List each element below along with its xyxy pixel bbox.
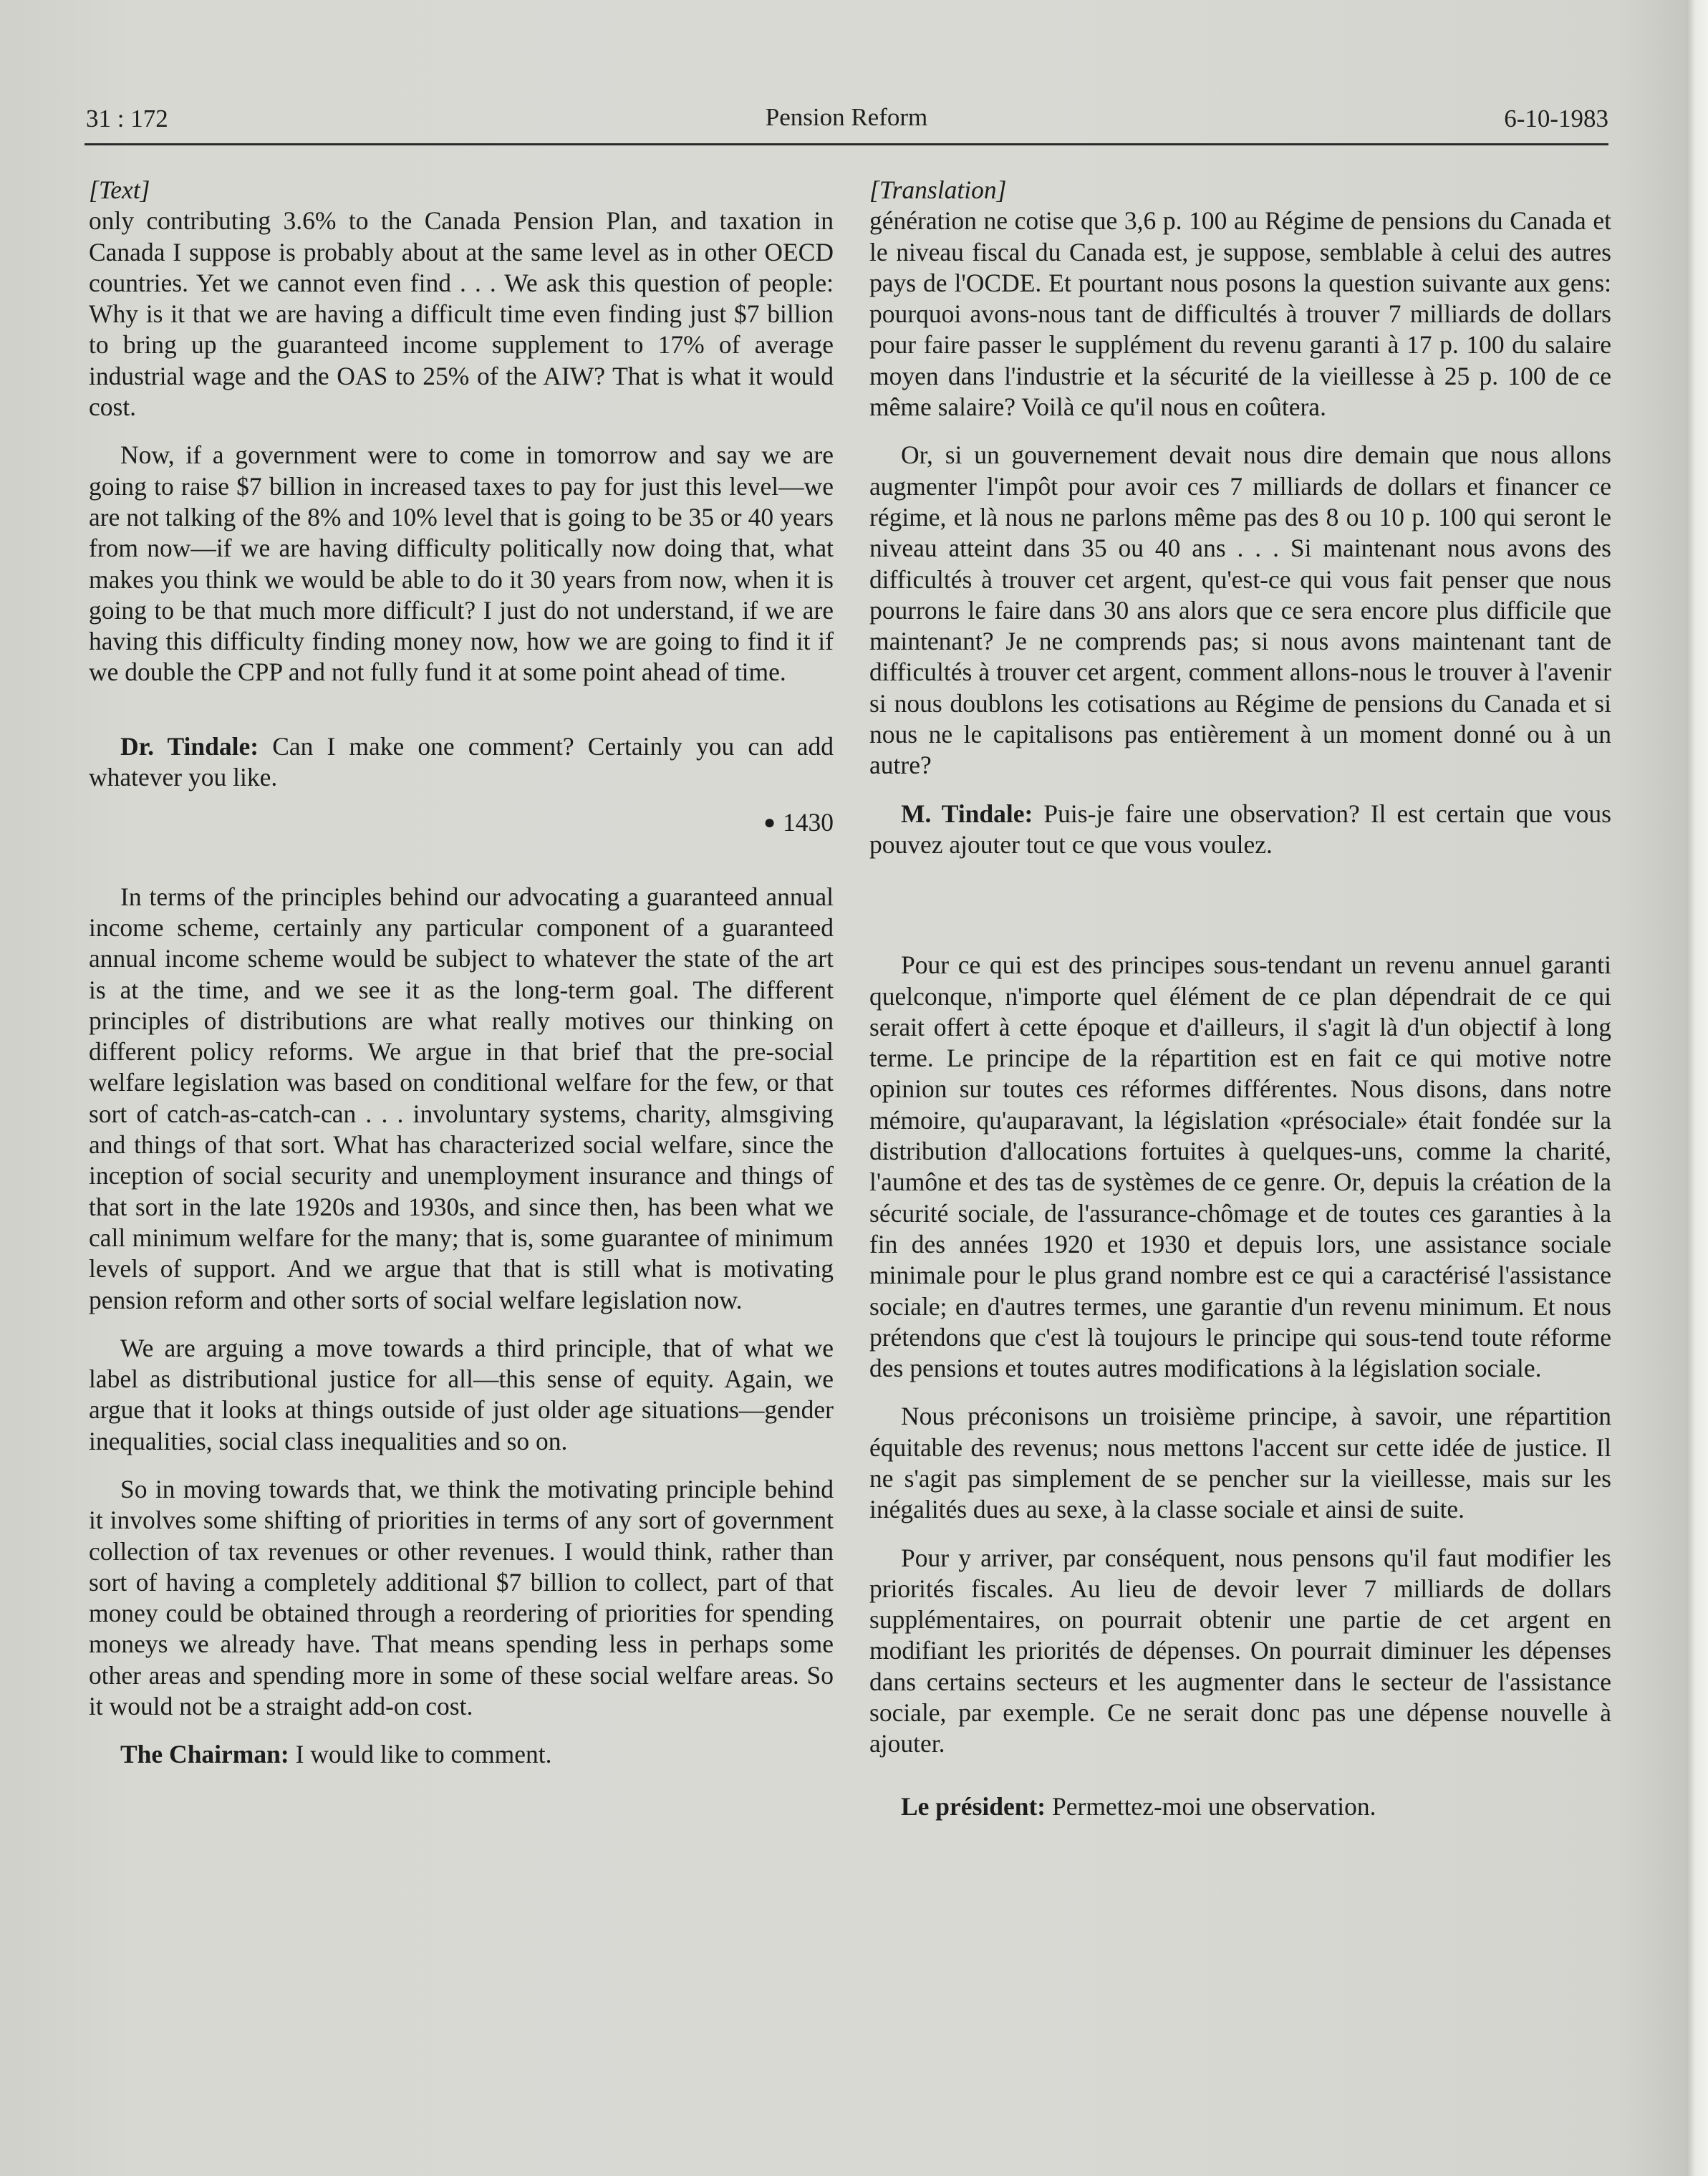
bullet-icon: ● [763, 812, 776, 834]
french-column [869, 175, 1611, 1822]
speaker-text: Can I make one comment? Certainly you can add whatever you like. [89, 731, 834, 792]
speaker-paragraph [89, 1739, 834, 1770]
paragraph: génération ne cotise que 3,6 p. 100 au Régime de pensions du Canada et le niveau fiscal du Canada est, je suppose, semblable à celui des autres pays de l'OCDE. Et pourtant nous posons la question suivante aux gens: pourquoi avons-nous tant de difficultés à trouver 7 milliards de dollars pour faire passer le supplément du revenu garanti à 17 p. 100 du salaire moyen dans l'industrie et la sécurité de la vieillesse à 25 p. 100 de ce même salaire? Voilà ce qu'il nous en coûtera. [869, 206, 1611, 422]
time-marker-value: 1430 [783, 808, 834, 837]
language-label-translation: [Translation] [869, 175, 1007, 204]
speaker-text: I would like to comment. [289, 1740, 552, 1769]
paragraph: Now, if a government were to come in tomorrow and say we are going to raise $7 billion in increased taxes to pay for just this level—we are not talking of the 8% and 10% level that is going to be 35 or 40 years from now—if we are having difficulty politically now doing that, what makes you think we would be able to do it 30 years from now, when it is going to be that much more difficult? I just do not understand, if we are having this difficulty finding money now, how we are going to find it if we double the CPP and not fully fund it at some point ahead of time. [89, 441, 834, 687]
speaker-name: Le président: [901, 1791, 1046, 1821]
paragraph: Pour y arriver, par conséquent, nous pensons qu'il faut modifier les priorités fiscales. Au lieu de devoir lever 7 milliards de dollars supplémentaires, on pourrait obtenir une partie de cet argent en modifiant les priorités de dépenses. On pourrait diminuer les dépenses dans certains secteurs et les augmenter dans le secteur de l'assistance sociale, par exemple. Ce ne serait donc pas une dépense nouvelle à ajouter. [869, 1543, 1611, 1758]
page-edge [1687, 0, 1708, 2176]
paragraph: So in moving towards that, we think the motivating principle behind it involves some shifting of priorities in terms of any sort of government collection of tax revenues or other revenues. I would think, rather than sort of having a completely additional $7 billion to collect, part of that money could be obtained through a reordering of priorities for spending moneys we already have. That means spending less in perhaps some other areas and spending more in some of these social welfare areas. So it would not be a straight add-on cost. [89, 1474, 834, 1721]
speaker-text: Puis-je faire une observation? Il est certain que vous pouvez ajouter tout ce que vous voulez. [869, 799, 1611, 859]
paragraph: Nous préconisons un troisième principe, à savoir, une répartition équitable des revenus; nous mettons l'accent sur cette idée de justice. Il ne s'agit pas simplement de se pencher sur la vieillesse, mais sur les inégalités dues au sexe, à la classe sociale et ainsi de suite. [869, 1402, 1611, 1524]
time-marker [89, 807, 834, 838]
paragraph: only contributing 3.6% to the Canada Pension Plan, and taxation in Canada I suppose is probably about at the same level as in other OECD countries. Yet we cannot even find . . . We ask this question of people: Why is it that we are having a difficult time even finding just $7 billion to bring up the guaranteed income supplement to 17% of average industrial wage and the OAS to 25% of the AIW? That is what it would cost. [89, 206, 834, 422]
paragraph: We are arguing a move towards a third principle, that of what we label as distributional justice for all—this sense of equity. Again, we argue that it looks at things outside of just older age situations—gender inequalities, social class inequalities and so on. [89, 1333, 834, 1455]
paragraph: Or, si un gouvernement devait nous dire demain que nous allons augmenter l'impôt pour avoir ces 7 milliards de dollars et financer ce régime, et là nous ne parlons même pas des 8 ou 10 p. 100 qui seront le niveau atteint dans 35 ou 40 ans . . . Si maintenant nous avons des difficultés à trouver cet argent, qu'est-ce qui vous fait penser que nous pourrons le faire dans 30 ans alors que ce sera encore plus difficile que maintenant? Je ne comprends pas; si nous avons maintenant tant de difficultés à trouver cet argent, comment allons-nous le trouver à l'avenir si nous doublons les cotisations au Régime de pensions du Canada et si nous ne le capitalisons pas entièrement à un moment donné ou à un autre? [869, 441, 1611, 780]
language-label-text: [Text] [89, 175, 150, 204]
speaker-paragraph [89, 731, 834, 794]
paragraph: Pour ce qui est des principes sous-tendant un revenu annuel garanti quelconque, n'importe quel élément de ce plan dépendrait de ce qui serait offert à cette époque et d'ailleurs, il s'agit là d'un objectif à long terme. Le principe de la répartition est en fait ce qui motive notre opinion sur toutes ces réformes différentes. Nous disons, dans notre mémoire, qu'auparavant, la législation «présociale» était fondée sur la distribution d'allocations fortuites à quelques-uns, comme la charité, l'aumône et des tas de systèmes de ce genre. Or, depuis la création de la sécurité sociale, de l'assurance-chômage et de toutes ces garanties à la fin des années 1920 et 1930 et depuis lors, une assistance sociale minimale pour le plus grand nombre est ce qui a caractérisé l'assistance sociale; en d'autres termes, une garantie d'un revenu minimum. Et nous prétendons que c'est là toujours le principe qui sous-tend toute réforme des pensions et toutes autres modifications à la législation sociale. [869, 950, 1611, 1383]
english-column [89, 175, 834, 1771]
speaker-paragraph [869, 1791, 1611, 1822]
paragraph: In terms of the principles behind our advocating a guaranteed annual income scheme, certainly any particular component of a guaranteed annual income scheme would be subject to whatever the state of the art is at the time, and we see it as the long-term goal. The different principles of distributions are what really motives our thinking on different policy reforms. We argue in that brief that the pre-social welfare legislation was based on conditional welfare for the few, or that sort of catch-as-catch-can . . . involuntary systems, charity, almsgiving and things of that sort. What has characterized social welfare, since the inception of social security and unemployment insurance and things of that sort in the late 1920s and 1930s, and since then, has been what we call minimum welfare for the many; that is, some guarantee of minimum levels of support. And we argue that that is still what is motivating pension reform and other sorts of social welfare legislation now. [89, 882, 834, 1314]
running-title: Pension Reform [765, 103, 928, 131]
speaker-name: M. Tindale: [901, 799, 1033, 828]
speaker-name: Dr. Tindale: [120, 731, 259, 761]
page-number: 31 : 172 [86, 105, 168, 133]
speaker-paragraph [869, 799, 1611, 861]
speaker-name: The Chairman: [120, 1740, 289, 1769]
header-date: 6-10-1983 [1504, 105, 1608, 133]
page-header [85, 100, 1608, 145]
speaker-text: Permettez-moi une observation. [1046, 1791, 1376, 1821]
